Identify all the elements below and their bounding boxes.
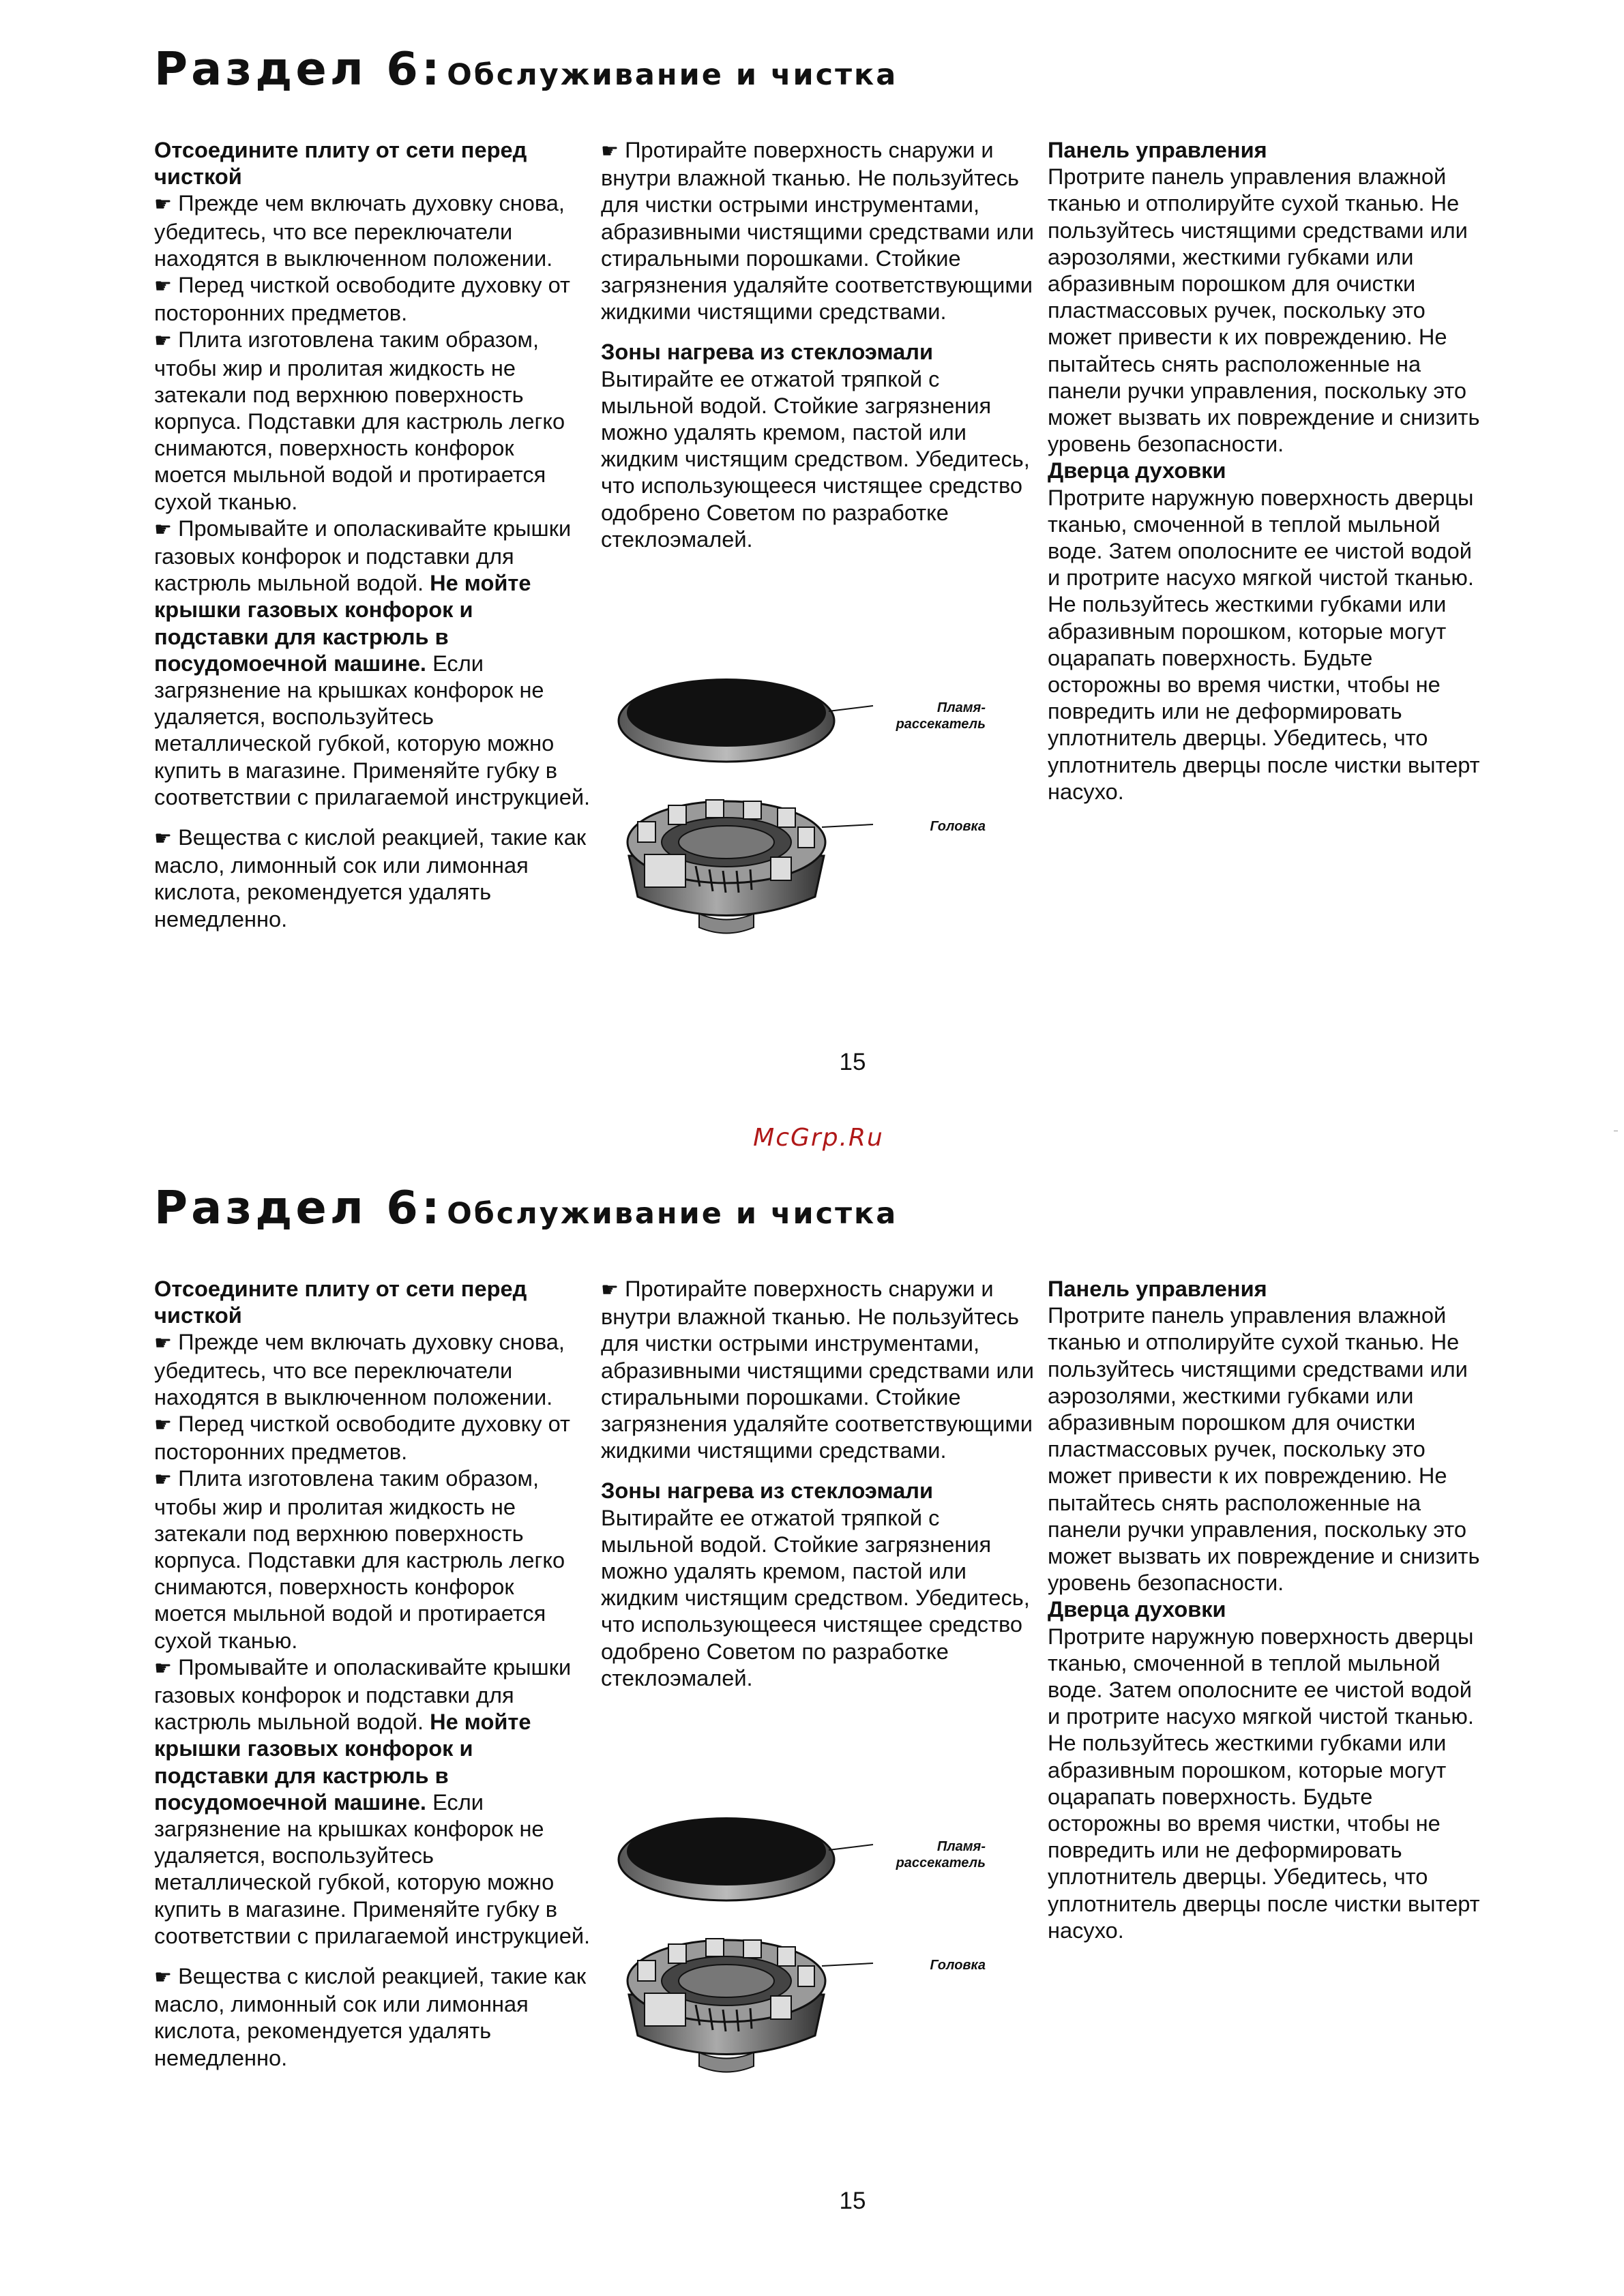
pointing-hand-icon: ☛: [154, 1656, 172, 1680]
bullet-item: ☛ Плита изготовлена таким образом, чтобы жир и пролитая жидкость не затекали под верхнюю поверхность корпуса. Подставки для кастрюль легко снимаются, поверхность конфорок моется мыльной водой и протирается сухой тканью.: [154, 1465, 565, 1653]
oven-door-body: Протрите наружную поверхность дверцы тканью, смоченной в теплой мыльной воде. Затем ополосните ее чистой водой и протрите насухо мягкой чистой тканью. Не пользуйтесь жесткими губками или абразивным порошком, которые могут оцарапать поверхность. Будьте осторожны во время чистки, чтобы не повредить или не деформировать уплотнитель дверцы. Убедитесь, что уплотнитель дверцы после чистки вытерт насухо.: [1048, 1623, 1480, 1943]
control-panel-body: Протрите панель управления влажной тканью и отполируйте сухой тканью. Не пользуйтесь чистящими средствами или аэрозолями, жесткими губками или абразивным порошком для очистки пластмассовых ручек, поскольку это может привести к их повреждению. Не пытайтесь снять расположенные на панели ручки управления, поскольку это может вызвать их повреждение и снизить уровень безопасности.: [1048, 1302, 1480, 1596]
bullet-item: ☛ Прежде чем включать духовку снова, убедитесь, что все переключатели находятся в выключенном положении.: [154, 190, 565, 271]
enamel-body: Вытирайте ее отжатой тряпкой с мыльной водой. Стойкие загрязнения можно удалять кремом, пастой или жидким чистящим средством. Убедитесь, что использующееся чистящее средство одобрено Советом по разработке стеклоэмалей.: [601, 366, 1030, 552]
section-heading: [154, 42, 898, 95]
bullet-item: ☛ Перед чисткой освободите духовку от посторонних предметов.: [154, 272, 570, 326]
pointing-hand-icon: ☛: [154, 826, 172, 850]
oven-door-heading: Дверца духовки: [1048, 458, 1226, 483]
warning-text: Не мойте крышки газовых конфорок и подставки для кастрюль в посудомоечной машине.: [154, 1709, 531, 1815]
column-right: [1048, 1275, 1484, 1943]
enamel-body: Вытирайте ее отжатой тряпкой с мыльной водой. Стойкие загрязнения можно удалять кремом, пастой или жидким чистящим средством. Убедитесь, что использующееся чистящее средство одобрено Советом по разработке стеклоэмалей.: [601, 1504, 1030, 1690]
burner-figure: [614, 672, 996, 951]
page-number: 15: [839, 2188, 866, 2214]
page-top: [0, 0, 1624, 1139]
pointing-hand-icon: ☛: [154, 1413, 172, 1437]
control-panel-body: Протрите панель управления влажной тканью и отполируйте сухой тканью. Не пользуйтесь чистящими средствами или аэрозолями, жесткими губками или абразивным порошком для очистки пластмассовых ручек, поскольку это может привести к их повреждению. Не пытайтесь снять расположенные на панели ручки управления, поскольку это может вызвать их повреждение и снизить уровень безопасности.: [1048, 164, 1480, 457]
pointing-hand-icon: ☛: [154, 517, 172, 541]
column-right: [1048, 136, 1484, 805]
control-panel-heading: Панель управления: [1048, 137, 1267, 162]
section-title: Обслуживание и чистка: [447, 1197, 898, 1231]
enamel-heading: Зоны нагрева из стеклоэмали: [601, 339, 933, 365]
column-left: [154, 136, 591, 932]
disconnect-heading: Отсоедините плиту от сети перед чисткой: [154, 1276, 527, 1328]
watermark: McGrp.Ru: [753, 1124, 884, 1152]
bullet-item: ☛ Плита изготовлена таким образом, чтобы жир и пролитая жидкость не затекали под верхнюю поверхность корпуса. Подставки для кастрюль легко снимаются, поверхность конфорок моется мыльной водой и протирается сухой тканью.: [154, 327, 565, 514]
pointing-hand-icon: ☛: [601, 1278, 619, 1301]
bullet-item: ☛ Перед чисткой освободите духовку от посторонних предметов.: [154, 1411, 570, 1465]
section-title: Обслуживание и чистка: [447, 58, 898, 92]
label-burner-head: Головка: [930, 819, 986, 834]
page-number: 15: [839, 1049, 866, 1075]
bullet-item: ☛ Вещества с кислой реакцией, такие как масло, лимонный сок или лимонная кислота, рекомендуется удалять немедленно.: [154, 1963, 587, 2070]
section-number: Раздел 6:: [154, 42, 443, 95]
section-heading: [154, 1181, 898, 1234]
column-middle: [601, 136, 1037, 552]
section-number: Раздел 6:: [154, 1181, 443, 1234]
pointing-hand-icon: ☛: [601, 139, 619, 162]
bullet-item: ☛ Промывайте и ополаскивайте крышки газовых конфорок и подставки для кастрюль мыльной водой. Не мойте крышки газовых конфорок и подставки для кастрюль в посудомоечной машине. Если загрязнение на крышках конфорок не удаляется, воспользуйтесь металлической губкой, которую можно купить в магазине. Применяйте губку в соответствии с прилагаемой инструкцией.: [154, 1654, 591, 1948]
page-bottom: [0, 1139, 1624, 2278]
control-panel-heading: Панель управления: [1048, 1276, 1267, 1301]
bullet-item: ☛ Промывайте и ополаскивайте крышки газовых конфорок и подставки для кастрюль мыльной водой. Не мойте крышки газовых конфорок и подставки для кастрюль в посудомоечной машине. Если загрязнение на крышках конфорок не удаляется, воспользуйтесь металлической губкой, которую можно купить в магазине. Применяйте губку в соответствии с прилагаемой инструкцией.: [154, 515, 591, 809]
pointing-hand-icon: ☛: [154, 1331, 172, 1355]
pointing-hand-icon: ☛: [154, 1467, 172, 1491]
bullet-item: ☛ Протирайте поверхность снаружи и внутри влажной тканью. Не пользуйтесь для чистки острыми инструментами, абразивными чистящими средствами или стиральными порошками. Стойкие загрязнения удаляйте соответствующими жидкими чистящими средствами.: [601, 137, 1034, 325]
pointing-hand-icon: ☛: [154, 192, 172, 216]
label-flame-spreader: Пламя-рассекатель: [896, 1839, 986, 1870]
bullet-item: ☛ Прежде чем включать духовку снова, убедитесь, что все переключатели находятся в выключенном положении.: [154, 1329, 565, 1410]
pointing-hand-icon: ☛: [154, 274, 172, 298]
label-burner-head: Головка: [930, 1958, 986, 1973]
oven-door-heading: Дверца духовки: [1048, 1596, 1226, 1622]
label-flame-spreader: Пламя-рассекатель: [896, 700, 986, 732]
pointing-hand-icon: ☛: [154, 1965, 172, 1989]
oven-door-body: Протрите наружную поверхность дверцы тканью, смоченной в теплой мыльной воде. Затем ополосните ее чистой водой и протрите насухо мягкой чистой тканью. Не пользуйтесь жесткими губками или абразивным порошком, которые могут оцарапать поверхность. Будьте осторожны во время чистки, чтобы не повредить или не деформировать уплотнитель дверцы. Убедитесь, что уплотнитель дверцы после чистки вытерт насухо.: [1048, 484, 1480, 804]
bullet-item: ☛ Протирайте поверхность снаружи и внутри влажной тканью. Не пользуйтесь для чистки острыми инструментами, абразивными чистящими средствами или стиральными порошками. Стойкие загрязнения удаляйте соответствующими жидкими чистящими средствами.: [601, 1276, 1034, 1463]
column-left: [154, 1275, 591, 2071]
disconnect-heading: Отсоедините плиту от сети перед чисткой: [154, 137, 527, 190]
enamel-heading: Зоны нагрева из стеклоэмали: [601, 1478, 933, 1504]
column-middle: [601, 1275, 1037, 1691]
warning-text: Не мойте крышки газовых конфорок и подставки для кастрюль в посудомоечной машине.: [154, 570, 531, 676]
pointing-hand-icon: ☛: [154, 329, 172, 353]
burner-figure: [614, 1810, 996, 2090]
bullet-item: ☛ Вещества с кислой реакцией, такие как масло, лимонный сок или лимонная кислота, рекомендуется удалять немедленно.: [154, 824, 587, 931]
